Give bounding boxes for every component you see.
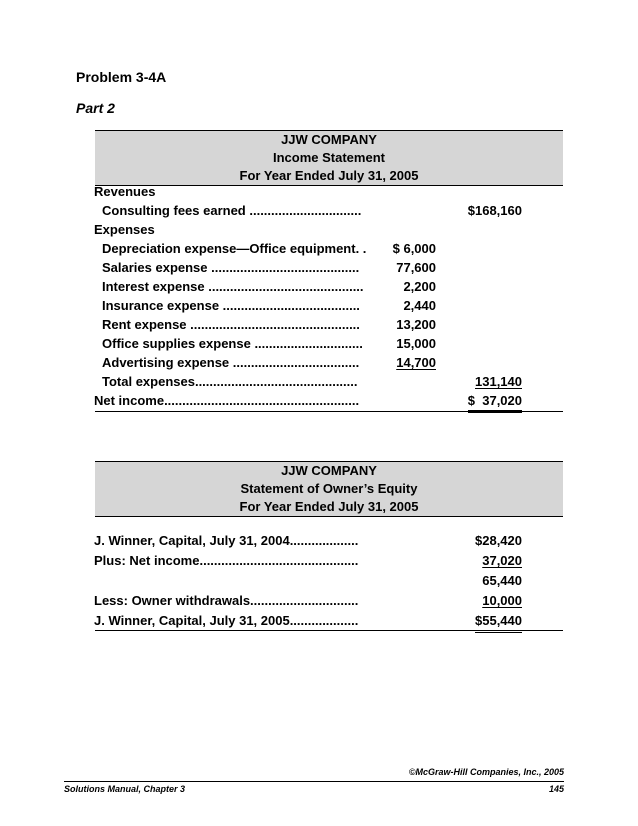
beginning-capital-amount: $28,420 bbox=[475, 533, 522, 548]
statement-period: For Year Ended July 31, 2005 bbox=[239, 499, 419, 514]
plus-net-income-label: Plus: Net income............................................ bbox=[94, 553, 359, 568]
subtotal-amount: 65,440 bbox=[482, 573, 522, 588]
owners-equity-bottom-rule bbox=[95, 630, 563, 631]
part-label: Part 2 bbox=[76, 100, 115, 116]
company-name: JJW COMPANY bbox=[281, 463, 377, 478]
expense-amount: 15,000 bbox=[396, 336, 436, 351]
expense-amount: 14,700 bbox=[396, 355, 436, 370]
expense-label: Interest expense ........................................... bbox=[102, 279, 364, 294]
expense-amount: 77,600 bbox=[396, 260, 436, 275]
expense-amount: 13,200 bbox=[396, 317, 436, 332]
footer-rule bbox=[64, 781, 564, 782]
expense-amount: $ 6,000 bbox=[392, 241, 436, 256]
revenue-line-amount: $168,160 bbox=[467, 203, 522, 218]
plus-net-income-row bbox=[0, 551, 638, 570]
beginning-capital-row bbox=[0, 531, 638, 550]
statement-title: Statement of Owner’s Equity bbox=[240, 481, 418, 496]
net-income-amount: $ 37,020 bbox=[468, 391, 522, 413]
total-expenses-row bbox=[0, 372, 638, 391]
expense-label: Depreciation expense—Office equipment. . bbox=[102, 241, 367, 256]
revenues-label: Revenues bbox=[94, 184, 156, 199]
income-statement-header bbox=[95, 130, 563, 186]
ending-capital-amount: $55,440 bbox=[475, 611, 522, 633]
expense-row bbox=[0, 296, 638, 315]
expense-amount: 2,440 bbox=[403, 298, 436, 313]
total-expenses-label: Total expenses............................................. bbox=[102, 374, 358, 389]
withdrawals-label: Less: Owner withdrawals.............................. bbox=[94, 593, 359, 608]
ending-capital-label: J. Winner, Capital, July 31, 2005................... bbox=[94, 613, 359, 628]
copyright-notice: ©McGraw-Hill Companies, Inc., 2005 bbox=[408, 767, 564, 777]
net-income-row bbox=[0, 391, 638, 410]
expense-row bbox=[0, 353, 638, 372]
expense-label: Office supplies expense .............................. bbox=[102, 336, 363, 351]
revenues-heading-row bbox=[0, 182, 638, 201]
expenses-label: Expenses bbox=[94, 222, 155, 237]
expense-label: Rent expense ............................................... bbox=[102, 317, 360, 332]
statement-period: For Year Ended July 31, 2005 bbox=[239, 168, 419, 183]
revenue-line-label: Consulting fees earned ............................... bbox=[102, 203, 362, 218]
subtotal-row bbox=[0, 571, 638, 590]
page-number: 145 bbox=[548, 784, 564, 794]
expense-row bbox=[0, 258, 638, 277]
expense-row bbox=[0, 315, 638, 334]
plus-net-income-amount: 37,020 bbox=[482, 553, 522, 568]
income-statement-bottom-rule bbox=[95, 411, 563, 412]
revenue-line-row bbox=[0, 201, 638, 220]
expenses-heading-row bbox=[0, 220, 638, 239]
expense-label: Salaries expense ......................................... bbox=[102, 260, 360, 275]
expense-row bbox=[0, 239, 638, 258]
expense-row bbox=[0, 334, 638, 353]
withdrawals-row bbox=[0, 591, 638, 610]
manual-label: Solutions Manual, Chapter 3 bbox=[64, 784, 186, 794]
company-name: JJW COMPANY bbox=[281, 132, 377, 147]
withdrawals-amount: 10,000 bbox=[482, 593, 522, 608]
expense-label: Insurance expense ...................................... bbox=[102, 298, 360, 313]
expense-row bbox=[0, 277, 638, 296]
beginning-capital-label: J. Winner, Capital, July 31, 2004................... bbox=[94, 533, 359, 548]
expense-label: Advertising expense ................................... bbox=[102, 355, 360, 370]
statement-title: Income Statement bbox=[273, 150, 385, 165]
net-income-label: Net income...................................................... bbox=[94, 393, 360, 408]
owners-equity-header bbox=[95, 461, 563, 517]
expense-amount: 2,200 bbox=[403, 279, 436, 294]
total-expenses-amount: 131,140 bbox=[475, 374, 522, 389]
ending-capital-row bbox=[0, 611, 638, 630]
problem-title: Problem 3-4A bbox=[76, 69, 167, 85]
